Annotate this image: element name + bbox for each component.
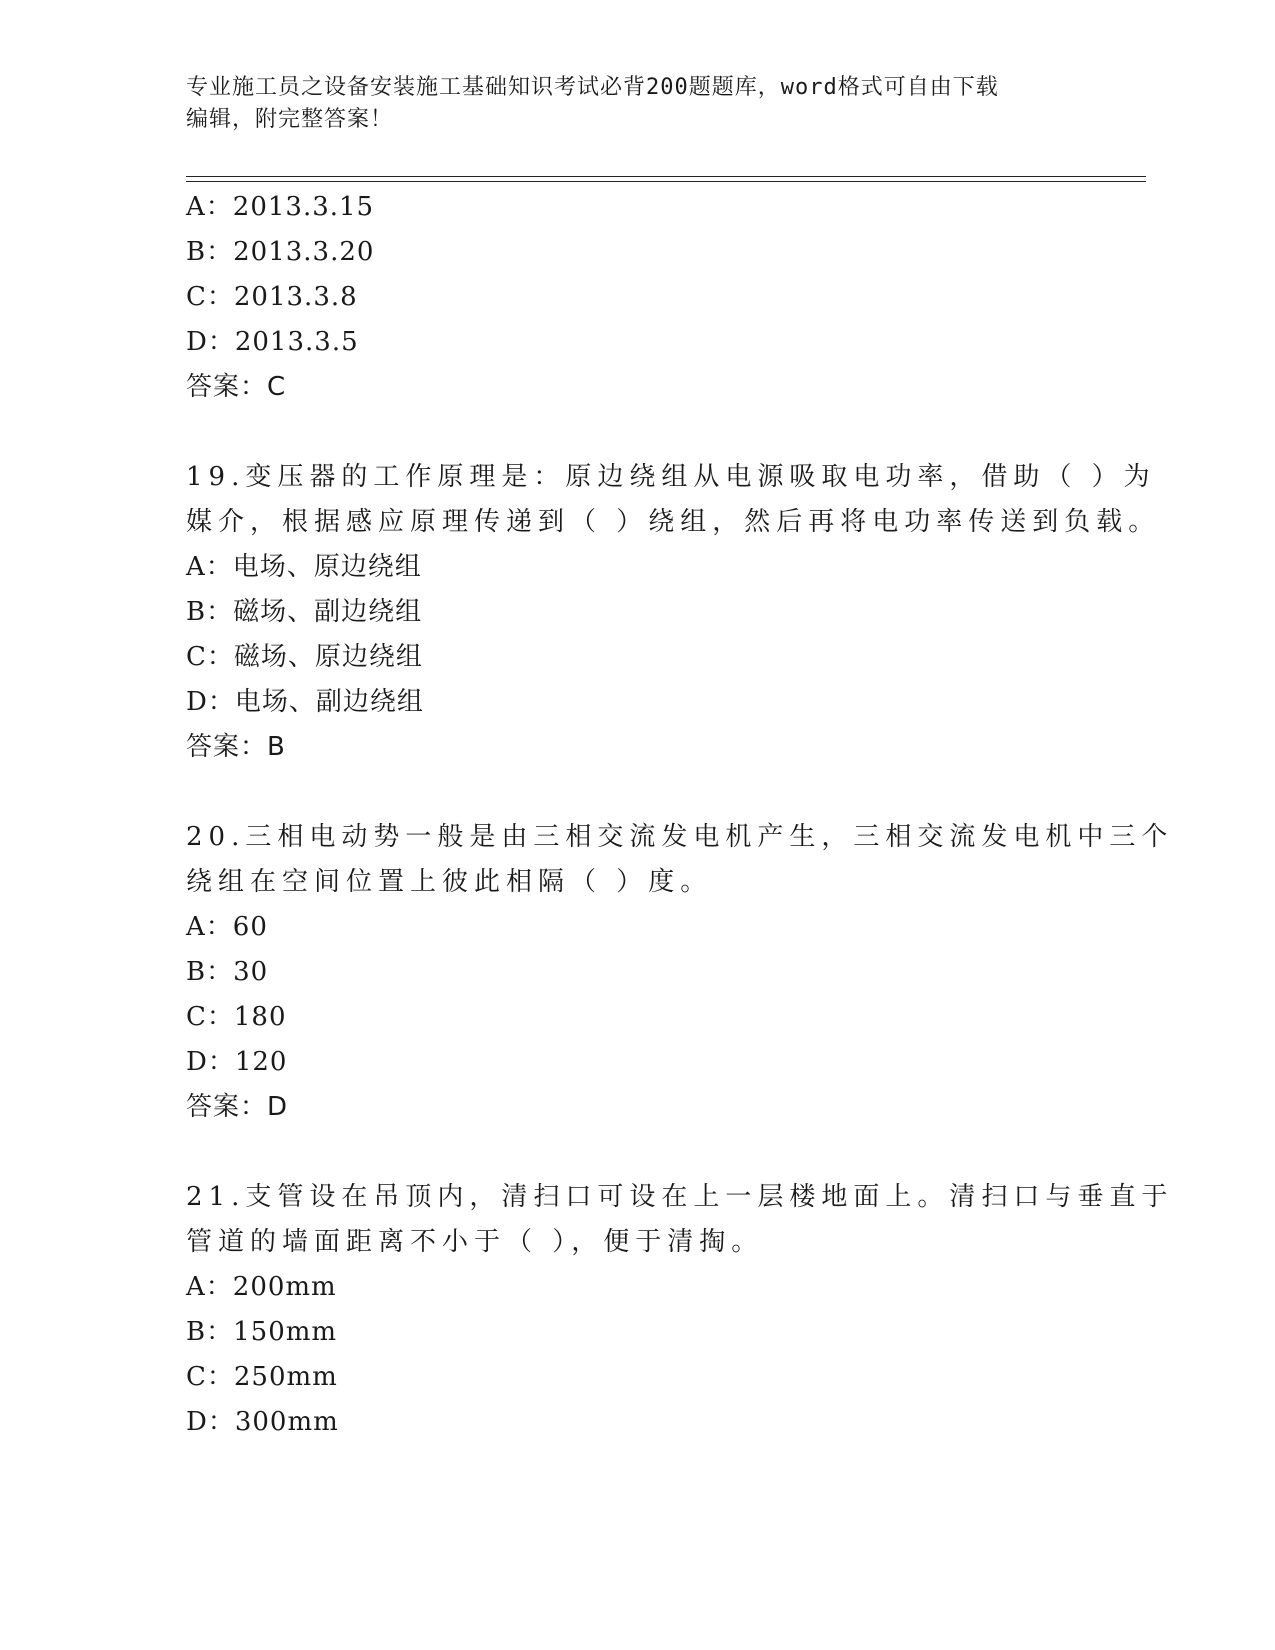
- q20-option-c: C：180: [186, 1002, 287, 1032]
- q21-option-c: C：250mm: [186, 1362, 338, 1392]
- q20-option-d: D：120: [186, 1047, 288, 1077]
- header-divider-bottom: [186, 181, 1146, 182]
- q21-option-a: A：200mm: [186, 1272, 337, 1302]
- q19-option-a: A：电场、原边绕组: [186, 552, 422, 582]
- q19-option-b: B：磁场、副边绕组: [186, 597, 423, 627]
- q19-stem-line-2: 媒介，根据感应原理传递到（ ）绕组，然后再将电功率传送到负载。: [186, 507, 1161, 537]
- header-title-line-1: 专业施工员之设备安装施工基础知识考试必背200题题库，word格式可自由下载: [186, 75, 999, 100]
- header-divider-top: [186, 176, 1146, 177]
- q19-stem-line-1: 19.变压器的工作原理是：原边绕组从电源吸取电功率，借助（ ）为: [186, 462, 1156, 492]
- q18-option-d: D：2013.3.5: [186, 327, 359, 357]
- q20-stem-line-2: 绕组在空间位置上彼此相隔（ ）度。: [186, 867, 713, 897]
- q18-answer: 答案：C: [186, 372, 287, 402]
- q20-option-a: A：60: [186, 912, 268, 942]
- document-header: [186, 72, 1066, 136]
- header-title-line-2: 编辑，附完整答案！: [186, 107, 394, 132]
- q19-answer: 答案：B: [186, 732, 286, 762]
- q21-option-d: D：300mm: [186, 1407, 339, 1437]
- q19-option-d: D：电场、副边绕组: [186, 687, 424, 717]
- q21-stem-line-2: 管道的墙面距离不小于（ ），便于清掏。: [186, 1227, 764, 1257]
- q20-answer: 答案：D: [186, 1092, 289, 1122]
- q18-option-c: C：2013.3.8: [186, 282, 358, 312]
- q20-stem-line-1: 20.三相电动势一般是由三相交流发电机产生，三相交流发电机中三个: [186, 822, 1174, 852]
- q18-option-a: A：2013.3.15: [186, 192, 375, 222]
- q18-option-b: B：2013.3.20: [186, 237, 375, 267]
- q20-option-b: B：30: [186, 957, 269, 987]
- q21-option-b: B：150mm: [186, 1317, 338, 1347]
- q19-option-c: C：磁场、原边绕组: [186, 642, 423, 672]
- q21-stem-line-1: 21.支管设在吊顶内，清扫口可设在上一层楼地面上。清扫口与垂直于: [186, 1182, 1174, 1212]
